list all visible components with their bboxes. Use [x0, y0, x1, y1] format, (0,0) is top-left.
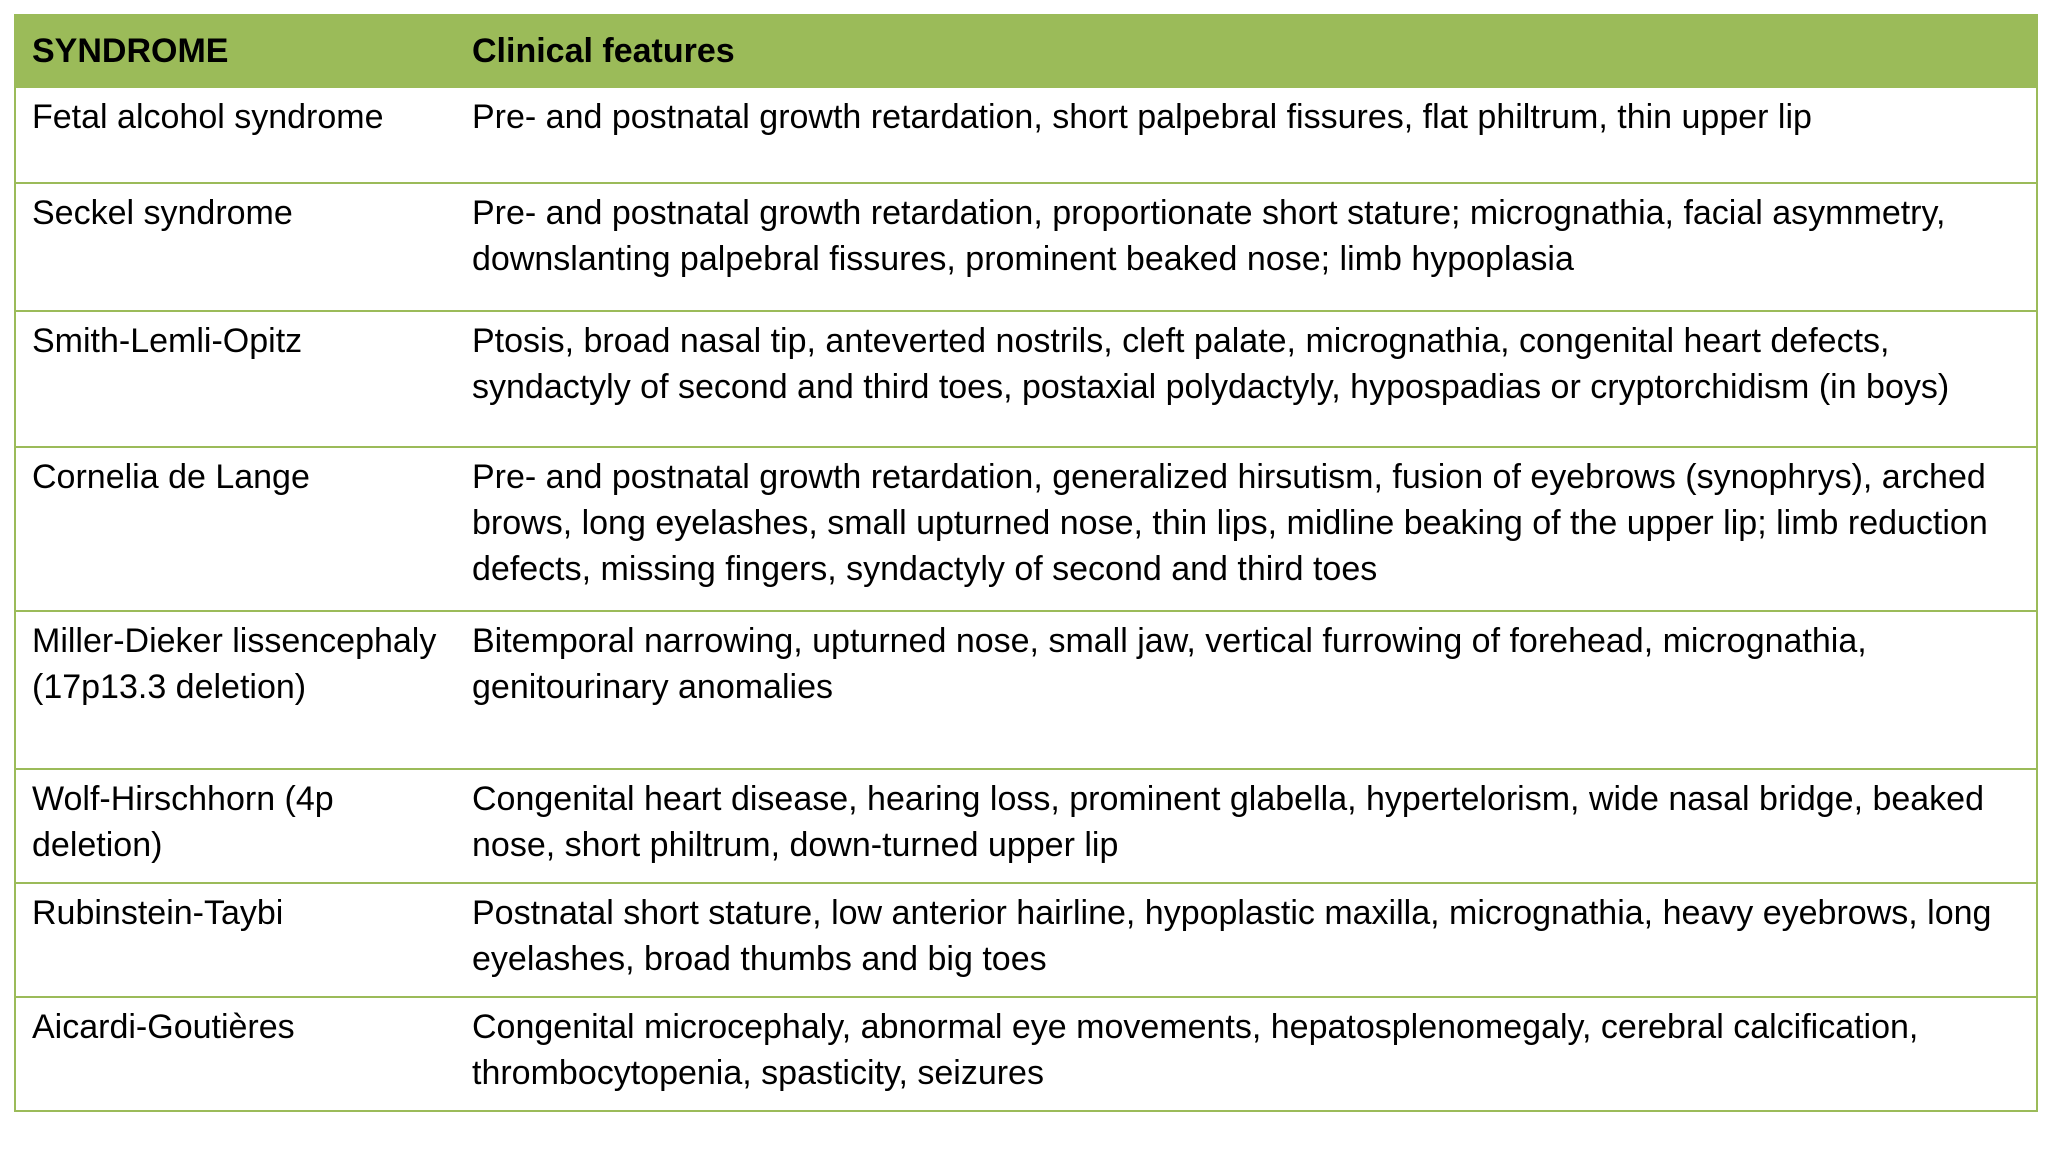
table-body: [15, 87, 2037, 1111]
syndrome-cell: Seckel syndrome: [15, 183, 456, 311]
table-row: [15, 769, 2037, 883]
header-row: [15, 15, 2037, 87]
syndrome-cell: Aicardi-Goutières: [15, 997, 456, 1111]
table-row: [15, 997, 2037, 1111]
table-row: [15, 87, 2037, 183]
syndrome-cell: Wolf-Hirschhorn (4p deletion): [15, 769, 456, 883]
features-cell: Pre- and postnatal growth retardation, proportionate short stature; micrognathia, facial asymmetry, downslanting palpebral fissures, prominent beaked nose; limb hypoplasia: [456, 183, 2037, 311]
features-cell: Pre- and postnatal growth retardation, short palpebral fissures, flat philtrum, thin upper lip: [456, 87, 2037, 183]
syndrome-table: [14, 14, 2038, 1112]
table-header: [15, 15, 2037, 87]
syndrome-cell: Smith-Lemli-Opitz: [15, 311, 456, 447]
features-cell: Pre- and postnatal growth retardation, generalized hirsutism, fusion of eyebrows (synophrys), arched brows, long eyelashes, small upturned nose, thin lips, midline beaking of the upper lip; limb reduction defects, missing fingers, syndactyly of second and third toes: [456, 447, 2037, 611]
header-syndrome: SYNDROME: [15, 15, 456, 87]
table-row: [15, 883, 2037, 997]
features-cell: Bitemporal narrowing, upturned nose, small jaw, vertical furrowing of forehead, micrognathia, genitourinary anomalies: [456, 611, 2037, 769]
syndrome-cell: Cornelia de Lange: [15, 447, 456, 611]
features-cell: Ptosis, broad nasal tip, anteverted nostrils, cleft palate, micrognathia, congenital heart defects, syndactyly of second and third toes, postaxial polydactyly, hypospadias or cryptorchidism (in boys): [456, 311, 2037, 447]
features-cell: Congenital heart disease, hearing loss, prominent glabella, hypertelorism, wide nasal bridge, beaked nose, short philtrum, down-turned upper lip: [456, 769, 2037, 883]
header-clinical-features: Clinical features: [456, 15, 2037, 87]
features-cell: Postnatal short stature, low anterior hairline, hypoplastic maxilla, micrognathia, heavy eyebrows, long eyelashes, broad thumbs and big toes: [456, 883, 2037, 997]
table-row: [15, 311, 2037, 447]
table-row: [15, 447, 2037, 611]
table-row: [15, 611, 2037, 769]
table-row: [15, 183, 2037, 311]
features-cell: Congenital microcephaly, abnormal eye movements, hepatosplenomegaly, cerebral calcification, thrombocytopenia, spasticity, seizures: [456, 997, 2037, 1111]
syndrome-cell: Fetal alcohol syndrome: [15, 87, 456, 183]
syndrome-cell: Miller-Dieker lissencephaly (17p13.3 deletion): [15, 611, 456, 769]
syndrome-cell: Rubinstein-Taybi: [15, 883, 456, 997]
